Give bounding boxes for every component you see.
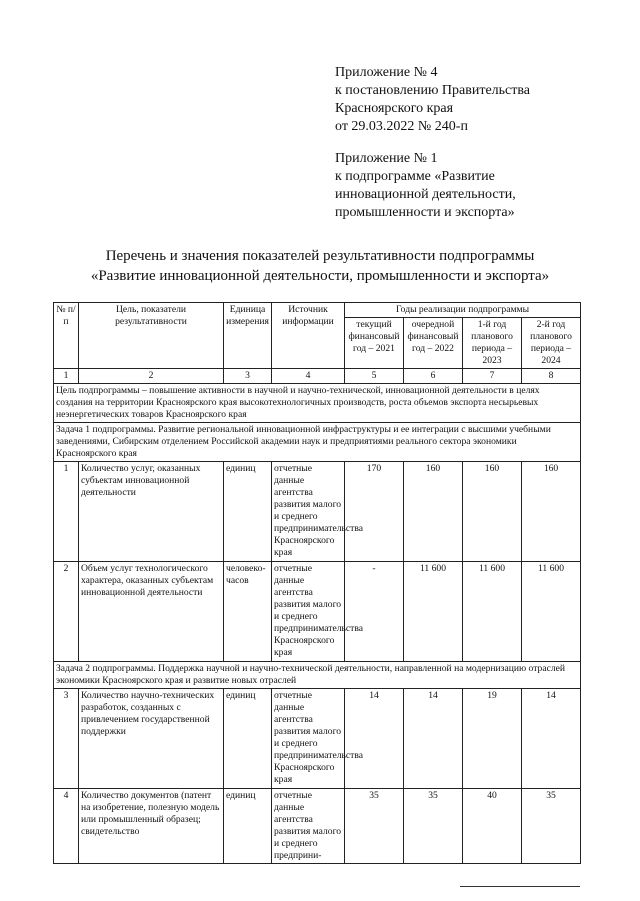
col-header-2022: очередной финансовый год – 2022 xyxy=(404,318,463,369)
task-2-row xyxy=(54,662,581,689)
col-header-source: Источник информации xyxy=(272,303,345,369)
col-number: 4 xyxy=(272,369,345,384)
table-row xyxy=(54,462,581,562)
bottom-divider xyxy=(460,886,580,887)
row-value-2023: 19 xyxy=(463,689,522,789)
row-value-2022: 11 600 xyxy=(404,562,463,662)
row-unit: единиц xyxy=(224,789,272,864)
col-header-num: № п/п xyxy=(54,303,79,369)
col-header-2024: 2-й год планового периода – 2024 xyxy=(522,318,581,369)
row-value-2021: 35 xyxy=(345,789,404,864)
row-value-2023: 11 600 xyxy=(463,562,522,662)
goal-text: Цель подпрограммы – повышение активности в научной и научно-технической, инновационной деятельности в целях создания на территории Красноярского края высокотехнологичных производств, роста объемов экспорта несырьевых неэнергетических товаров Красноярского края xyxy=(54,384,581,423)
header-line: к подпрограмме «Развитие xyxy=(335,169,495,184)
row-source: отчетные данные агентства развития малого и среднего предпринимательства Красноярского края xyxy=(272,462,345,562)
row-source: отчетные данные агентства развития малого и среднего предпринимательства Красноярского края xyxy=(272,689,345,789)
row-value-2023: 160 xyxy=(463,462,522,562)
col-header-2023: 1-й год планового периода – 2023 xyxy=(463,318,522,369)
row-num: 3 xyxy=(54,689,79,789)
row-value-2022: 35 xyxy=(404,789,463,864)
header-line: инновационной деятельности, xyxy=(335,187,516,202)
task-2-text: Задача 2 подпрограммы. Поддержка научной и научно-технической деятельности, направленной на модернизацию отраслей экономики Красноярского края и развитие новых отраслей xyxy=(54,662,581,689)
col-header-goal: Цель, показатели результативности xyxy=(79,303,224,369)
row-name: Количество научно-технических разработок, созданных с привлечением государственной поддержки xyxy=(79,689,224,789)
row-value-2021: 170 xyxy=(345,462,404,562)
col-header-unit: Единица измерения xyxy=(224,303,272,369)
row-value-2024: 160 xyxy=(522,462,581,562)
row-num: 2 xyxy=(54,562,79,662)
header-line: Красноярского края xyxy=(335,101,454,116)
row-name: Объем услуг технологического характера, оказанных субъектам инновационной деятельности xyxy=(79,562,224,662)
col-number: 8 xyxy=(522,369,581,384)
document-title xyxy=(0,246,640,286)
header-line: Приложение № 1 xyxy=(335,151,438,166)
attachment-4-header xyxy=(335,64,530,136)
row-unit: человеко-часов xyxy=(224,562,272,662)
column-numbers-row xyxy=(54,369,581,384)
col-header-2021: текущий финансовый год – 2021 xyxy=(345,318,404,369)
title-line: «Развитие инновационной деятельности, промышленности и экспорта» xyxy=(90,268,550,284)
row-value-2023: 40 xyxy=(463,789,522,864)
row-name: Количество услуг, оказанных субъектам инновационной деятельности xyxy=(79,462,224,562)
row-source: отчетные данные агентства развития малого и среднего предприни- xyxy=(272,789,345,864)
task-1-text: Задача 1 подпрограммы. Развитие региональной инновационной инфраструктуры и ее интеграции с высшими учебными заведениями, Сибирским отделением Российской академии наук и предприятиями реального сектора экономики Красноярского края xyxy=(54,423,581,462)
row-value-2021: - xyxy=(345,562,404,662)
col-number: 1 xyxy=(54,369,79,384)
row-value-2024: 35 xyxy=(522,789,581,864)
row-num: 1 xyxy=(54,462,79,562)
header-line: к постановлению Правительства xyxy=(335,83,531,98)
task-1-row xyxy=(54,423,581,462)
table-row xyxy=(54,689,581,789)
col-number: 3 xyxy=(224,369,272,384)
row-name: Количество документов (патент на изобретение, полезную модель или промышленный образец; свидетельство xyxy=(79,789,224,864)
row-source: отчетные данные агентства развития малого и среднего предпринимательства Красноярского края xyxy=(272,562,345,662)
row-unit: единиц xyxy=(224,689,272,789)
row-num: 4 xyxy=(54,789,79,864)
header-line: от 29.03.2022 № 240-п xyxy=(335,119,468,134)
row-value-2024: 14 xyxy=(522,689,581,789)
title-line: Перечень и значения показателей результативности подпрограммы xyxy=(105,248,535,264)
row-value-2021: 14 xyxy=(345,689,404,789)
header-line: Приложение № 4 xyxy=(335,65,438,80)
col-number: 7 xyxy=(463,369,522,384)
col-number: 6 xyxy=(404,369,463,384)
row-value-2022: 160 xyxy=(404,462,463,562)
attachment-1-header xyxy=(335,150,516,222)
header-line: промышленности и экспорта» xyxy=(335,205,515,220)
col-header-years: Годы реализации подпрограммы xyxy=(345,303,581,318)
goal-row xyxy=(54,384,581,423)
indicators-table xyxy=(53,302,581,864)
row-unit: единиц xyxy=(224,462,272,562)
header-row xyxy=(54,303,581,318)
col-number: 5 xyxy=(345,369,404,384)
table-row xyxy=(54,789,581,864)
row-value-2024: 11 600 xyxy=(522,562,581,662)
col-number: 2 xyxy=(79,369,224,384)
row-value-2022: 14 xyxy=(404,689,463,789)
table-row xyxy=(54,562,581,662)
